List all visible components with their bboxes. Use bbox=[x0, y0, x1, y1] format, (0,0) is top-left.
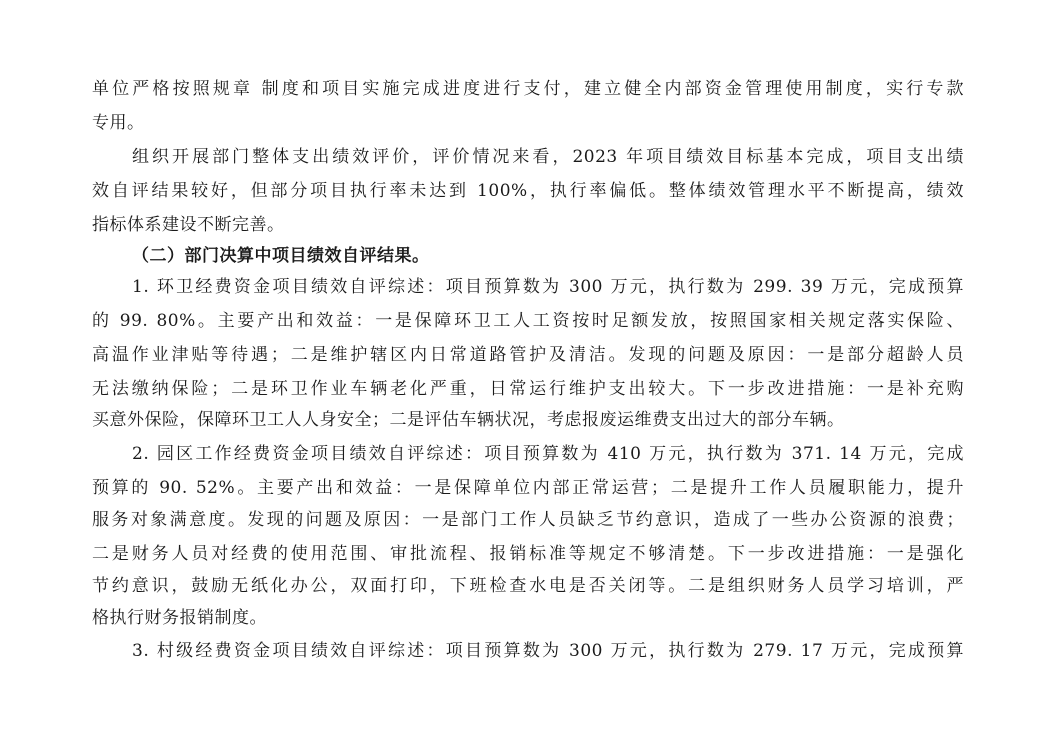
text-line: 格执行财务报销制度。 bbox=[92, 608, 267, 628]
text-line: 的 99. 80%。主要产出和效益：一是保障环卫工人工资按时足额发放，按照国家相关规定落实保险、 bbox=[92, 311, 964, 331]
text-line: 3. 村级经费资金项目绩效自评综述：项目预算数为 300 万元，执行数为 279. 17 万元，完成预算 bbox=[132, 641, 964, 661]
section-heading: （二）部门决算中项目绩效自评结果。 bbox=[132, 246, 430, 266]
text-line: 2. 园区工作经费资金项目绩效自评综述：项目预算数为 410 万元，执行数为 371. 14 万元，完成 bbox=[132, 444, 964, 464]
text-line: 1. 环卫经费资金项目绩效自评综述：项目预算数为 300 万元，执行数为 299. 39 万元，完成预算 bbox=[132, 277, 964, 297]
text-line: 单位严格按照规章 制度和项目实施完成进度进行支付，建立健全内部资金管理使用制度，实行专款 bbox=[92, 79, 964, 99]
text-line: 效自评结果较好，但部分项目执行率未达到 100%，执行率偏低。整体绩效管理水平不断提高，绩效 bbox=[92, 181, 964, 201]
text-line: 节约意识，鼓励无纸化办公，双面打印，下班检查水电是否关闭等。二是组织财务人员学习培训，严 bbox=[92, 576, 964, 596]
text-line: 组织开展部门整体支出绩效评价，评价情况来看，2023 年项目绩效目标基本完成，项目支出绩 bbox=[132, 147, 964, 167]
text-line: 指标体系建设不断完善。 bbox=[92, 215, 285, 235]
text-line: 预算的 90. 52%。主要产出和效益：一是保障单位内部正常运营；二是提升工作人员履职能力，提升 bbox=[92, 478, 964, 498]
text-line: 买意外保险，保障环卫工人人身安全；二是评估车辆状况，考虑报废运维费支出过大的部分车辆。 bbox=[92, 410, 845, 430]
text-line: 服务对象满意度。发现的问题及原因：一是部门工作人员缺乏节约意识，造成了一些办公资源的浪费； bbox=[92, 510, 964, 530]
text-line: 二是财务人员对经费的使用范围、审批流程、报销标准等规定不够清楚。下一步改进措施：一是强化 bbox=[92, 544, 964, 564]
text-line: 专用。 bbox=[92, 113, 145, 133]
text-line: 无法缴纳保险；二是环卫作业车辆老化严重，日常运行维护支出较大。下一步改进措施：一是补充购 bbox=[92, 379, 964, 399]
text-line: 高温作业津贴等待遇；二是维护辖区内日常道路管护及清洁。发现的问题及原因：一是部分超龄人员 bbox=[92, 345, 964, 365]
